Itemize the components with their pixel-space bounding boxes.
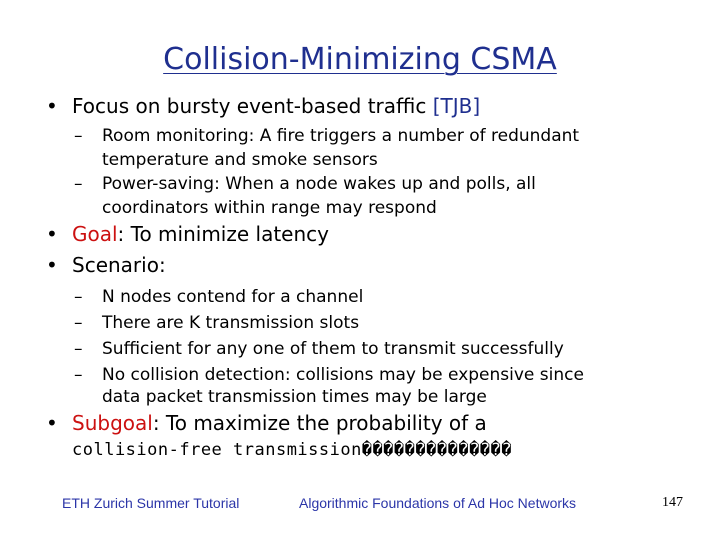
sub-bullet-line: N nodes contend for a channel: [102, 287, 364, 307]
sub-bullet-line: Room monitoring: A fire triggers a number of redundant: [102, 126, 580, 146]
dash-glyph: –: [74, 313, 83, 333]
sub-bullet-room-monitoring: [74, 124, 579, 172]
sub-bullet-line: Sufficient for any one of them to transmit successfully: [102, 339, 564, 359]
subgoal-label: Subgoal: [72, 411, 153, 435]
footer-center: Algorithmic Foundations of Ad Hoc Networks: [299, 495, 577, 511]
scenario-text: Scenario:: [72, 253, 166, 277]
sub-bullet-power-saving: [74, 172, 536, 220]
dash-glyph: –: [74, 174, 83, 194]
footer-left: ETH Zurich Summer Tutorial: [62, 495, 240, 511]
scenario-sub-list: [74, 284, 584, 408]
dash-glyph: –: [74, 339, 83, 359]
bullet-goal: [46, 222, 329, 246]
dash-glyph: –: [74, 287, 83, 307]
list-item: [74, 284, 584, 310]
dash-glyph: –: [74, 365, 83, 385]
bullet-subgoal: [46, 411, 487, 435]
dash-glyph: –: [74, 126, 83, 146]
bullet-glyph: •: [46, 253, 58, 277]
list-item: [74, 364, 584, 408]
bullet-focus: [46, 94, 480, 118]
citation-ref: [TJB]: [432, 94, 481, 118]
bullet-glyph: •: [46, 411, 58, 435]
goal-label: Goal: [72, 222, 118, 246]
sub-bullet-line: Power-saving: When a node wakes up and polls, all: [102, 174, 536, 194]
sub-bullet-line: coordinators within range may respond: [102, 198, 437, 218]
goal-text: : To minimize latency: [117, 222, 329, 246]
subgoal-text: : To maximize the probability of a: [152, 411, 487, 435]
bullet-focus-text: Focus on bursty event-based traffic: [72, 94, 433, 118]
sub-bullet-line: temperature and smoke sensors: [102, 150, 378, 170]
page-number: 147: [662, 495, 683, 510]
bullet-glyph: •: [46, 94, 58, 118]
bullet-scenario: [46, 253, 166, 277]
slide-title: Collision-Minimizing CSMA: [163, 42, 557, 77]
bullet-glyph: •: [46, 222, 58, 246]
list-item: [74, 336, 584, 362]
sub-bullet-line: No collision detection: collisions may be expensive since: [102, 365, 584, 385]
list-item: [74, 310, 584, 336]
sub-bullet-line: data packet transmission times may be large: [102, 387, 487, 407]
subgoal-line2: collision-free transmission��������������: [72, 440, 513, 460]
sub-bullet-line: There are K transmission slots: [102, 313, 360, 333]
